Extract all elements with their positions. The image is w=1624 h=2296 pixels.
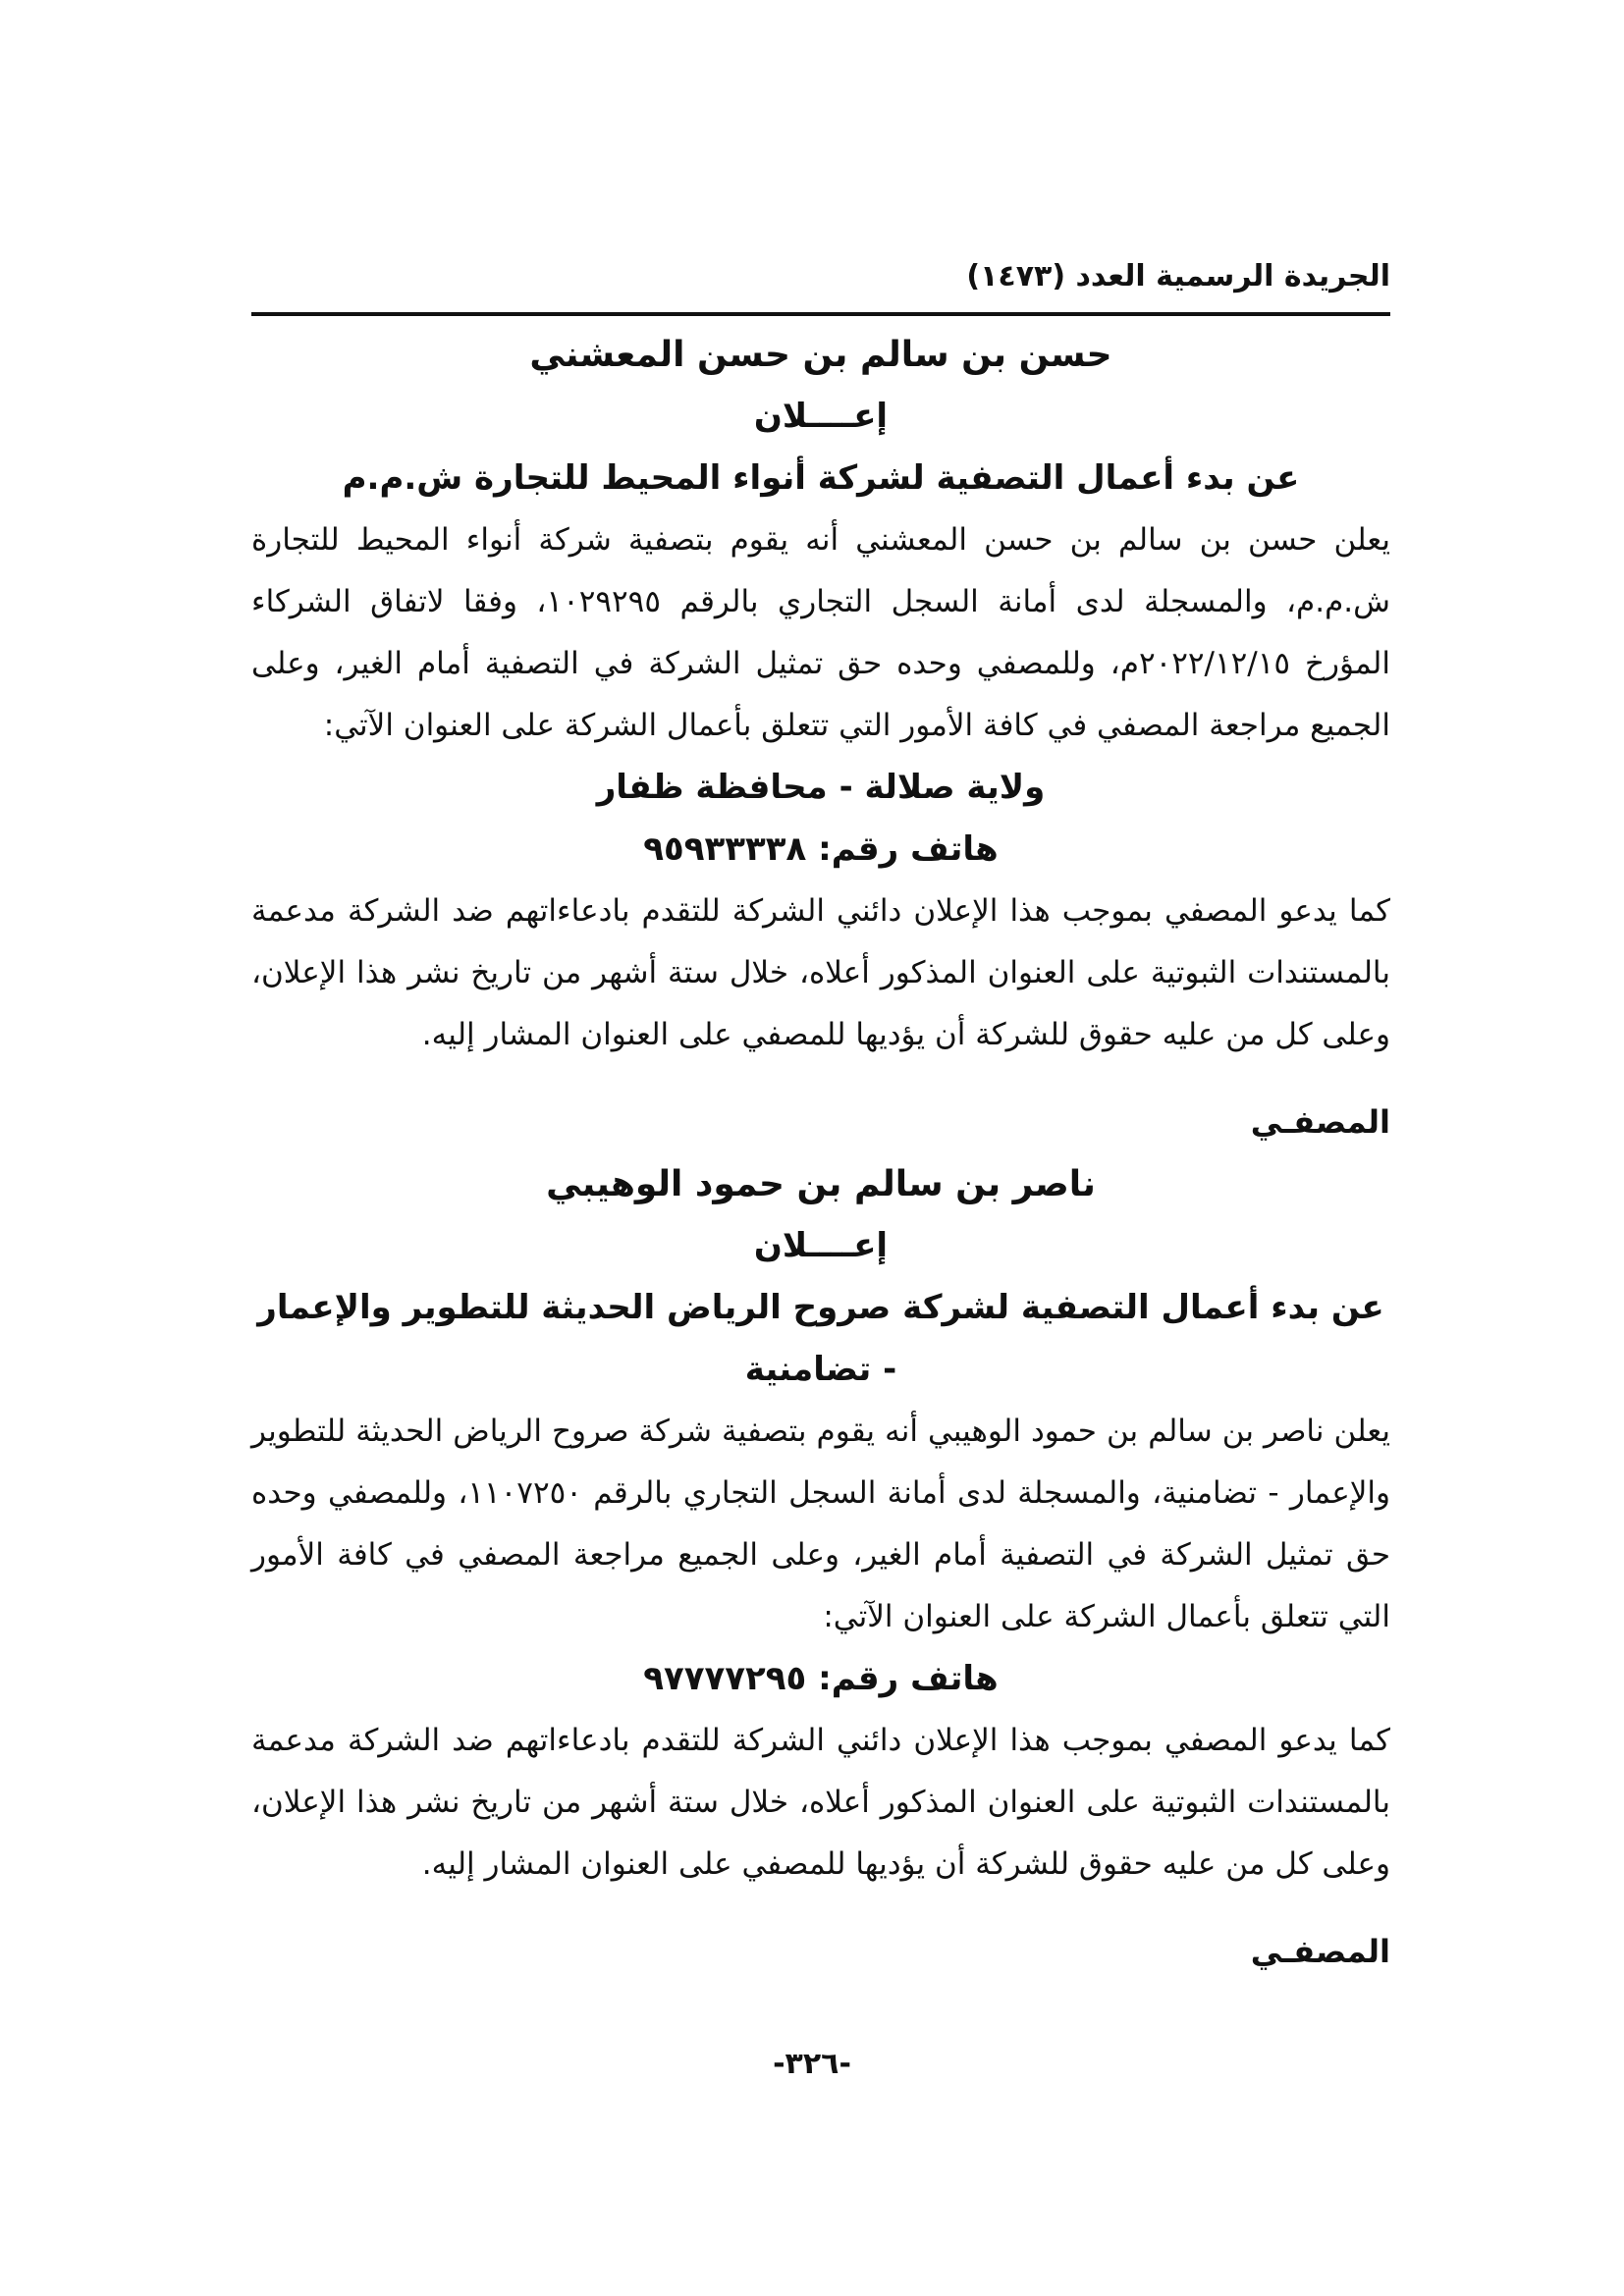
page-content <box>251 324 1390 1983</box>
notice-1-claims: كما يدعو المصفي بموجب هذا الإعلان دائني الشركة للتقدم بادعاءاتهم ضد الشركة مدعمة بالمستندات الثبوتية على العنوان المذكور أعلاه، خلال ستة أشهر من تاريخ نشر هذا الإعلان، وعلى كل من عليه حقوق للشركة أن يؤديها للمصفي على العنوان المشار إليه. <box>251 893 1390 1052</box>
notice-2 <box>251 1153 1390 1983</box>
notice-2-heading: إعــــلان <box>753 1226 889 1265</box>
notice-2-signature: المصفـي <box>1250 1933 1390 1970</box>
page-number: -٣٢٦- <box>773 2047 851 2081</box>
notice-2-phone: هاتف رقم: ٩٧٧٧٧٢٩٥ <box>643 1659 999 1698</box>
notice-1-address: ولاية صلالة - محافظة ظفار <box>596 768 1046 807</box>
notice-2-liquidator-name: ناصر بن سالم بن حمود الوهيبي <box>546 1164 1096 1204</box>
header-title: الجريدة الرسمية العدد (١٤٧٣) <box>966 259 1390 294</box>
notice-1-subject: عن بدء أعمال التصفية لشركة أنواء المحيط للتجارة ش.م.م <box>342 458 1300 498</box>
notice-1-phone: هاتف رقم: ٩٥٩٣٣٣٣٨ <box>643 829 999 869</box>
notice-2-body: يعلن ناصر بن سالم بن حمود الوهيبي أنه يقوم بتصفية شركة صروح الرياض الحديثة للتطوير والإعمار - تضامنية، والمسجلة لدى أمانة السجل التجاري بالرقم ١١٠٧٢٥٠، وللمصفي وحده حق تمثيل الشركة في التصفية أمام الغير، وعلى الجميع مراجعة المصفي في كافة الأمور التي تتعلق بأعمال الشركة على العنوان الآتي: <box>251 1414 1390 1634</box>
notice-1-signature: المصفـي <box>1250 1103 1390 1141</box>
notice-1-liquidator-name: حسن بن سالم بن حسن المعشني <box>529 335 1112 375</box>
page-header <box>251 257 1390 316</box>
notice-1 <box>251 324 1390 1153</box>
notice-2-claims: كما يدعو المصفي بموجب هذا الإعلان دائني الشركة للتقدم بادعاءاتهم ضد الشركة مدعمة بالمستندات الثبوتية على العنوان المذكور أعلاه، خلال ستة أشهر من تاريخ نشر هذا الإعلان، وعلى كل من عليه حقوق للشركة أن يؤديها للمصفي على العنوان المشار إليه. <box>251 1723 1390 1882</box>
notice-1-body: يعلن حسن بن سالم بن حسن المعشني أنه يقوم بتصفية شركة أنواء المحيط للتجارة ش.م.م، والمسجلة لدى أمانة السجل التجاري بالرقم ١٠٢٩٢٩٥، وفقا لاتفاق الشركاء المؤرخ ٢٠٢٢/١٢/١٥م، وللمصفي وحده حق تمثيل الشركة في التصفية أمام الغير، وعلى الجميع مراجعة المصفي في كافة الأمور التي تتعلق بأعمال الشركة على العنوان الآتي: <box>251 522 1390 743</box>
notice-2-subject: عن بدء أعمال التصفية لشركة صروح الرياض الحديثة للتطوير والإعمار - تضامنية <box>257 1288 1384 1389</box>
notice-1-heading: إعــــلان <box>753 397 889 436</box>
